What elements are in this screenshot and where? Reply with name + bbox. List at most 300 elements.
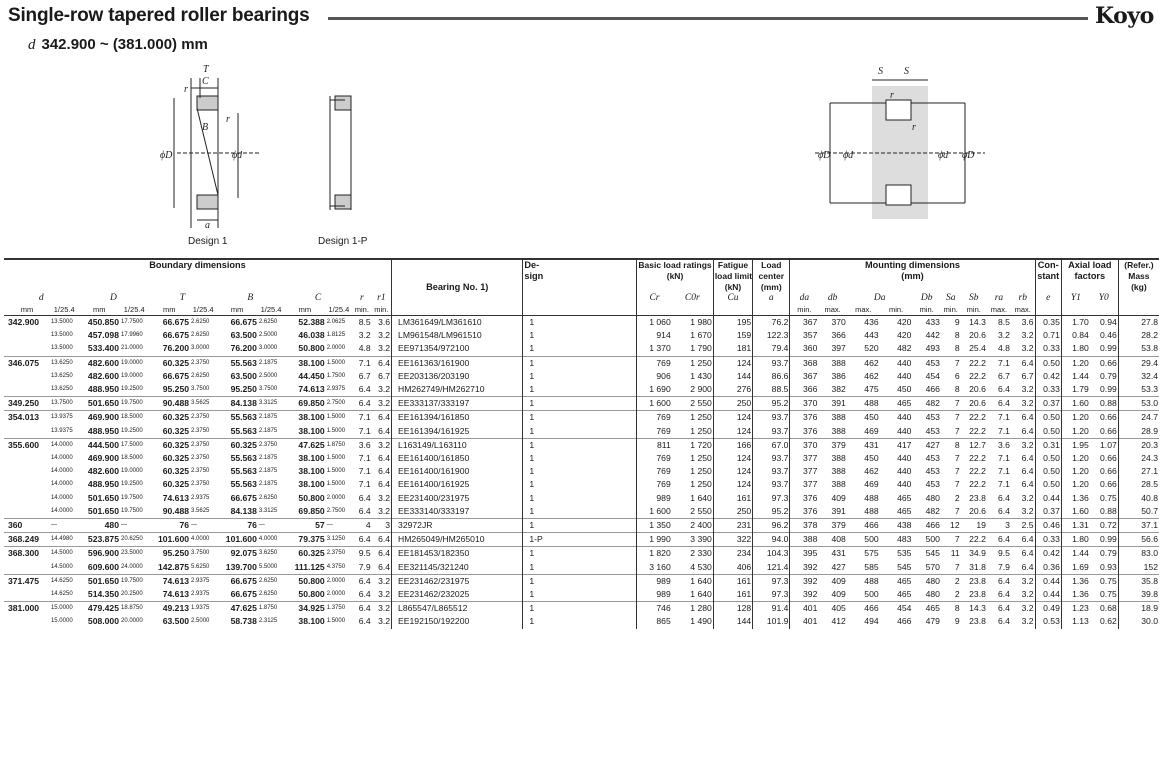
table-cell: 1 690 xyxy=(637,383,672,397)
table-cell: 1.20 xyxy=(1061,465,1089,478)
table-cell: 2.0000 xyxy=(326,494,346,501)
table-cell: 427 xyxy=(925,439,940,450)
table-cell: 19.2500 xyxy=(121,481,143,488)
table-cell: 1.8750 xyxy=(258,605,278,612)
table-cell: 124 xyxy=(713,411,752,425)
table-cell: 28.2 xyxy=(1118,329,1159,342)
table-cell: 0.75 xyxy=(1100,575,1117,586)
table-cell: 46.038 xyxy=(298,330,325,341)
table-cell: 377 xyxy=(790,478,818,491)
table-cell: 14.0000 xyxy=(50,507,73,514)
table-cell: 469.900 xyxy=(87,412,119,423)
table-cell: 1.20 xyxy=(1061,411,1089,425)
table-cell: 3.7500 xyxy=(191,386,210,393)
col-Sb: Sb xyxy=(968,293,979,303)
table-cell: 3.2 xyxy=(378,603,391,614)
table-cell: 488 xyxy=(864,398,879,409)
table-cell: — xyxy=(191,522,198,529)
table-cell: 2.0000 xyxy=(326,345,346,352)
col-Cu: Cu xyxy=(713,293,752,304)
design-header: De- sign xyxy=(523,259,637,316)
table-cell: 1 xyxy=(523,465,637,478)
table-cell: EE333137/333197 xyxy=(392,397,523,411)
table-cell: 466 xyxy=(925,384,940,395)
mounting-header: Mounting dimensions (mm) xyxy=(790,259,1035,293)
table-cell: 27.1 xyxy=(1118,465,1159,478)
table-cell: 1 xyxy=(523,452,637,465)
label-r: r xyxy=(226,114,230,125)
table-cell: 111.125 xyxy=(294,561,325,572)
table-cell: 7.1 xyxy=(358,466,371,477)
table-cell: 31.8 xyxy=(969,561,986,572)
col-Cr: Cr xyxy=(637,293,672,304)
table-cell: 436 xyxy=(864,317,879,327)
table-cell: 6.7 xyxy=(1021,370,1034,381)
table-cell: 6.4 xyxy=(1021,534,1034,545)
table-cell: 6.4 xyxy=(378,479,391,490)
table-cell: 482 xyxy=(925,505,940,516)
table-cell: 14.3 xyxy=(969,603,986,614)
table-cell: EE321145/321240 xyxy=(392,561,523,575)
table-cell: 55.563 xyxy=(230,466,257,477)
table-cell: 480 xyxy=(925,492,940,503)
table-cell: 44.450 xyxy=(298,370,325,381)
table-cell: 453 xyxy=(925,425,940,436)
table-cell: 15.0000 xyxy=(50,618,73,625)
table-cell: 0.50 xyxy=(1035,465,1061,478)
table-cell: 1 640 xyxy=(690,575,712,586)
table-cell: 19.7500 xyxy=(121,494,143,501)
table-cell: 29.4 xyxy=(1118,356,1159,370)
table-cell: 1 xyxy=(523,383,637,397)
table-cell: 3.5625 xyxy=(191,507,210,514)
table-cell: 469 xyxy=(864,425,879,436)
table-cell: 19.7500 xyxy=(121,577,143,584)
table-cell: 14.0000 xyxy=(50,494,73,501)
table-cell: EE161400/161900 xyxy=(392,465,523,478)
table-cell: 457.098 xyxy=(87,330,119,341)
table-cell: 6.4 xyxy=(358,384,371,395)
label-B: B xyxy=(202,122,209,133)
label-r1: r xyxy=(184,84,188,95)
table-cell: 3.2 xyxy=(1021,398,1034,409)
unit-blank xyxy=(1090,304,1118,316)
design-1-caption: Design 1 xyxy=(188,236,228,247)
table-cell: 466 xyxy=(925,520,940,531)
table-cell: 0.33 xyxy=(1035,383,1061,397)
table-cell: 545 xyxy=(897,561,912,572)
table-cell: 19.0000 xyxy=(121,372,143,379)
table-cell: 1 250 xyxy=(690,466,712,477)
table-cell: 1.8750 xyxy=(326,441,346,448)
bore-range-value: 342.900 ~ (381.000) mm xyxy=(41,36,208,53)
table-cell: 1 xyxy=(523,547,637,561)
table-row xyxy=(4,425,1159,439)
label-a: a xyxy=(205,220,210,231)
table-cell: 38.100 xyxy=(298,412,325,423)
table-cell: 469.900 xyxy=(87,453,119,464)
table-cell: 488 xyxy=(864,575,879,586)
table-cell: 34.9 xyxy=(969,548,986,559)
table-body xyxy=(4,316,1159,629)
table-row xyxy=(4,615,1159,628)
col-a: a xyxy=(753,293,790,304)
table-cell: 1 250 xyxy=(690,453,712,464)
table-cell: 0.66 xyxy=(1100,425,1117,436)
table-cell: 3.5625 xyxy=(191,400,210,407)
table-cell: EE333140/333197 xyxy=(392,505,523,519)
table-cell: 440 xyxy=(897,466,912,477)
table-cell: 346.075 xyxy=(8,357,40,368)
table-cell xyxy=(4,492,50,505)
table-cell: 2.5000 xyxy=(191,618,210,625)
table-cell: 427 xyxy=(831,561,846,572)
unit-min: min. xyxy=(354,305,369,314)
table-cell: 7.1 xyxy=(998,357,1010,368)
page-title: Single-row tapered roller bearings xyxy=(8,5,310,26)
table-cell: 1 370 xyxy=(637,342,672,356)
table-cell: 3 xyxy=(1005,520,1010,531)
table-cell: 1 990 xyxy=(637,533,672,547)
table-cell: 488.950 xyxy=(87,425,119,436)
table-cell: 465 xyxy=(897,505,912,516)
table-cell: 1 280 xyxy=(690,603,712,614)
table-cell: 322 xyxy=(713,533,752,547)
col-r: r xyxy=(359,293,364,303)
table-cell: 14.0000 xyxy=(50,468,73,475)
col-Db: Db xyxy=(920,293,933,303)
table-cell: 0.93 xyxy=(1100,561,1117,572)
table-cell: 93.7 xyxy=(753,356,790,370)
table-cell: 6.4 xyxy=(998,589,1010,600)
table-cell: 69.850 xyxy=(298,505,325,516)
table-cell: 250 xyxy=(713,505,752,519)
table-cell: L865547/L865512 xyxy=(392,602,523,616)
bore-symbol: d xyxy=(28,37,36,53)
table-cell: 95.250 xyxy=(230,384,257,395)
table-cell: 3.2 xyxy=(1021,603,1034,614)
table-cell: 0.44 xyxy=(1035,588,1061,602)
table-cell: 482.600 xyxy=(87,370,119,381)
table-cell: 9.5 xyxy=(358,548,371,559)
table-cell: 1 640 xyxy=(690,589,712,600)
label-db: ϕd xyxy=(843,150,854,161)
table-cell: 0.75 xyxy=(1100,492,1117,503)
table-cell: 92.075 xyxy=(230,548,257,559)
col-r1: r1 xyxy=(377,293,386,303)
table-cell: 20.3 xyxy=(1118,438,1159,452)
table-cell: 454 xyxy=(897,603,912,614)
mass-header: (Refer.) Mass (kg) xyxy=(1118,259,1159,316)
table-cell: 250 xyxy=(713,397,752,411)
table-cell: 35.8 xyxy=(1118,574,1159,588)
table-cell: 0.50 xyxy=(1035,425,1061,439)
table-cell: 1.20 xyxy=(1061,425,1089,439)
table-cell: 462 xyxy=(864,370,879,381)
table-cell: 6.4 xyxy=(1021,548,1034,559)
table-cell: 1 820 xyxy=(637,547,672,561)
table-cell: 11 xyxy=(950,548,960,559)
table-cell: 1.13 xyxy=(1061,615,1089,628)
table-cell: 84.138 xyxy=(230,398,257,409)
table-cell: 0.66 xyxy=(1100,466,1117,477)
table-cell: 370 xyxy=(790,438,818,452)
table-cell: 480 xyxy=(925,589,940,600)
table-cell: 60.325 xyxy=(230,439,257,450)
table-cell: 386 xyxy=(831,370,846,381)
table-cell: 66.675 xyxy=(230,492,257,503)
table-cell: EE181453/182350 xyxy=(392,547,523,561)
table-cell: 19 xyxy=(976,520,986,531)
table-cell: 989 xyxy=(637,574,672,588)
table-cell: 1.44 xyxy=(1061,370,1089,383)
table-cell: 17.9960 xyxy=(121,332,143,339)
table-cell: — xyxy=(50,522,57,529)
table-cell: 2.9375 xyxy=(191,591,210,598)
table-cell: 453 xyxy=(925,357,940,368)
table-cell: 38.100 xyxy=(298,479,325,490)
table-cell: 401 xyxy=(790,602,818,616)
table-cell: 2.6250 xyxy=(191,372,210,379)
table-cell: 22.2 xyxy=(969,412,986,423)
unit-mm: mm xyxy=(230,305,244,314)
table-cell: 2.5000 xyxy=(258,372,278,379)
table-cell: 20.6 xyxy=(969,384,986,395)
table-cell: 488 xyxy=(864,492,879,503)
table-row xyxy=(4,505,1159,519)
table-cell: 377 xyxy=(790,452,818,465)
table-cell: EE231400/231975 xyxy=(392,492,523,505)
table-cell: 20.6 xyxy=(969,398,986,409)
table-cell: 462 xyxy=(864,466,879,477)
table-cell: 3.2 xyxy=(1021,492,1034,503)
table-cell: 2.7500 xyxy=(326,400,346,407)
table-cell: 865 xyxy=(637,615,672,628)
table-row xyxy=(4,397,1159,411)
table-row xyxy=(4,547,1159,561)
unit-max: max. xyxy=(990,305,1008,314)
table-cell: 2.3750 xyxy=(191,481,210,488)
table-cell: 0.62 xyxy=(1100,616,1117,627)
table-cell: 6.4 xyxy=(378,412,391,423)
axial-header: Axial load factors xyxy=(1061,259,1118,293)
table-cell: 2.7500 xyxy=(326,507,346,514)
table-cell: 0.84 xyxy=(1061,329,1089,342)
table-cell: 0.42 xyxy=(1035,370,1061,383)
table-cell: 420 xyxy=(897,317,912,327)
table-cell: 161 xyxy=(713,574,752,588)
table-cell: 1 xyxy=(523,356,637,370)
table-cell: 357 xyxy=(790,329,818,342)
table-cell: 38.100 xyxy=(298,466,325,477)
table-cell: 7.9 xyxy=(358,561,371,572)
fatigue-header: Fatigue load limit (kN) xyxy=(714,260,753,292)
table-cell: 2.3750 xyxy=(191,455,210,462)
table-cell: 6.4 xyxy=(998,603,1010,614)
col-da: da xyxy=(790,293,818,304)
table-cell: 376 xyxy=(790,411,818,425)
table-cell: 30.0 xyxy=(1118,615,1159,628)
table-cell: 6.4 xyxy=(358,589,371,600)
table-cell: 53.3 xyxy=(1118,383,1159,397)
table-cell: 6.4 xyxy=(1021,479,1034,490)
table-cell: 355.600 xyxy=(8,439,40,450)
table-cell: 3 xyxy=(385,520,391,531)
constant-header: Con- stant xyxy=(1035,259,1061,293)
table-cell: 0.79 xyxy=(1100,548,1117,559)
table-cell: HM262749/HM262710 xyxy=(392,383,523,397)
table-row xyxy=(4,465,1159,478)
table-cell: 6.4 xyxy=(378,548,391,559)
table-cell: EE231462/231975 xyxy=(392,574,523,588)
table-cell: 906 xyxy=(637,370,672,383)
table-cell: 391 xyxy=(831,505,846,516)
table-cell: 18.5000 xyxy=(121,414,143,421)
col-d: d xyxy=(38,293,44,303)
table-cell: 9.5 xyxy=(998,548,1010,559)
table-cell: 1.5000 xyxy=(326,414,346,421)
table-cell: 14.0000 xyxy=(50,441,73,448)
boundary-header: Boundary dimensions xyxy=(149,260,246,270)
table-cell: 3.6 xyxy=(358,439,371,450)
table-cell: 0.99 xyxy=(1100,534,1117,545)
bearing-diagram xyxy=(0,58,1163,256)
table-cell: 95.250 xyxy=(162,548,190,559)
table-cell: 19.0000 xyxy=(121,359,143,366)
table-row xyxy=(4,370,1159,383)
table-row xyxy=(4,574,1159,588)
table-cell: 86.6 xyxy=(753,370,790,383)
table-cell: 395 xyxy=(790,547,818,561)
table-cell: 388 xyxy=(831,357,846,368)
table-cell: 440 xyxy=(897,370,912,381)
table-cell: 6.7 xyxy=(378,370,391,381)
table-cell: 7.1 xyxy=(998,479,1010,490)
table-cell: 6.4 xyxy=(998,616,1010,627)
table-cell: 0.99 xyxy=(1100,384,1117,395)
table-cell: 3.2 xyxy=(1021,439,1034,450)
col-B: B xyxy=(247,293,254,303)
table-cell: 0.46 xyxy=(1100,330,1117,341)
table-cell: 144 xyxy=(713,615,752,628)
table-cell: 95.2 xyxy=(753,505,790,519)
table-cell: 95.250 xyxy=(162,384,190,395)
table-cell: 96.2 xyxy=(753,519,790,533)
col-Y1: Y1 xyxy=(1061,293,1089,304)
table-cell: 13.9375 xyxy=(50,427,73,434)
table-cell: 60.325 xyxy=(162,412,190,423)
table-cell: 465 xyxy=(897,575,912,586)
table-cell: 3.0000 xyxy=(258,345,278,352)
table-cell: 367 xyxy=(790,316,818,330)
table-cell: 4.3750 xyxy=(326,563,346,570)
table-cell: 38.100 xyxy=(298,425,325,436)
table-cell: 6.4 xyxy=(358,575,371,586)
table-cell: 2 550 xyxy=(690,398,712,409)
table-cell: 388 xyxy=(790,533,818,547)
table-cell: 0.75 xyxy=(1100,589,1117,600)
table-cell: 0.66 xyxy=(1100,357,1117,368)
table-cell: 7.1 xyxy=(358,479,371,490)
table-cell: 6 xyxy=(954,370,960,381)
table-cell: 2.6250 xyxy=(191,332,210,339)
table-cell: 1 xyxy=(523,397,637,411)
table-cell: 420 xyxy=(897,330,912,341)
unit-max: max. xyxy=(855,305,872,314)
table-cell: 3.3125 xyxy=(258,400,278,407)
table-cell: 376 xyxy=(790,492,818,505)
table-cell: 6.4 xyxy=(358,492,371,503)
table-cell: 769 xyxy=(637,465,672,478)
table-cell: 13.9375 xyxy=(50,414,73,421)
table-cell xyxy=(4,342,50,356)
unit-in: 1/25.4 xyxy=(260,305,282,314)
table-cell: 9 xyxy=(954,616,960,627)
table-cell: 88.5 xyxy=(753,383,790,397)
unit-blank xyxy=(1061,304,1089,316)
table-cell xyxy=(4,505,50,519)
unit-min: min. xyxy=(888,305,904,314)
table-cell: 6.4 xyxy=(1021,412,1034,423)
table-cell: 24.3 xyxy=(1118,452,1159,465)
table-cell: 0.66 xyxy=(1100,453,1117,464)
table-cell: EE161394/161925 xyxy=(392,425,523,439)
table-cell: 431 xyxy=(831,548,846,559)
table-cell: 2.6250 xyxy=(258,319,278,325)
table-cell: 49.213 xyxy=(162,603,190,614)
table-cell: 7 xyxy=(954,534,960,545)
table-cell: 2 550 xyxy=(690,505,712,516)
table-cell: 523.875 xyxy=(87,534,119,545)
table-cell: 482 xyxy=(925,398,940,409)
table-cell: 3.7500 xyxy=(191,550,210,557)
unit-mm: mm xyxy=(298,305,312,314)
table-cell: 23.8 xyxy=(969,575,986,586)
table-cell: 37.1 xyxy=(1118,519,1159,533)
basic-load-header: Basic load ratings (kN) xyxy=(637,259,714,293)
table-cell: 609.600 xyxy=(87,561,119,572)
table-cell: 63.500 xyxy=(230,330,257,341)
table-cell: 1.44 xyxy=(1061,547,1089,561)
table-head xyxy=(4,259,1159,316)
table-cell: 2.6250 xyxy=(258,591,278,598)
table-cell: 438 xyxy=(897,520,912,531)
table-cell: 1.31 xyxy=(1061,519,1089,533)
table-cell: 7 xyxy=(954,357,960,368)
table-cell: L163149/L163110 xyxy=(392,438,523,452)
table-cell: 6.4 xyxy=(1021,453,1034,464)
table-cell: 55.563 xyxy=(230,412,257,423)
table-cell: 1 720 xyxy=(690,439,712,450)
table-cell xyxy=(4,425,50,439)
col-Da: Da xyxy=(873,293,886,303)
col-Sa: Sa xyxy=(946,293,956,303)
table-cell: 493 xyxy=(925,343,940,354)
table-cell: 412 xyxy=(831,616,846,627)
bearing-table xyxy=(4,258,1159,629)
label-ra: r xyxy=(912,122,916,133)
table-cell: 3.6 xyxy=(378,317,391,327)
design-1-drawing xyxy=(174,78,260,228)
table-cell: 3.2 xyxy=(1021,343,1034,354)
table-cell: 7.1 xyxy=(358,453,371,464)
table-cell: 76.200 xyxy=(162,343,190,354)
table-cell: 1.69 xyxy=(1061,561,1089,575)
unit-mm: mm xyxy=(92,305,106,314)
table-cell: 1.20 xyxy=(1061,452,1089,465)
table-cell: 1.60 xyxy=(1061,505,1089,519)
table-cell: 20.6 xyxy=(969,505,986,516)
